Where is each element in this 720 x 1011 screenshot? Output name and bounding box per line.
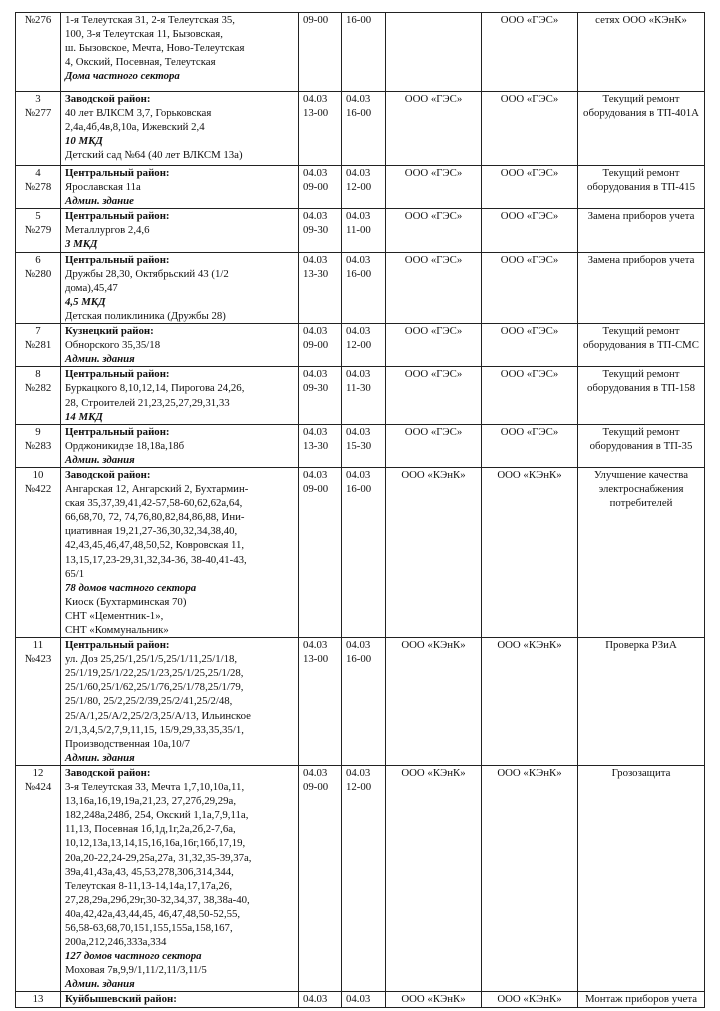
address-line: ш. Бызовское, Мечта, Ново-Телеутская xyxy=(65,42,245,55)
row-index: 10 xyxy=(32,468,44,481)
end-cell xyxy=(342,166,386,209)
table-row xyxy=(16,367,705,424)
start-time: 09-00 xyxy=(303,781,329,794)
network-owner-name: ООО «КЭнК» xyxy=(497,766,562,779)
start-cell xyxy=(299,367,342,424)
row-number-cell xyxy=(16,252,61,323)
address-line: 3-я Телеутская 33, Мечта 1,7,10,10а,11, xyxy=(65,781,245,794)
table-body xyxy=(16,13,705,1008)
organization-cell xyxy=(386,252,482,323)
address-line: Буркацкого 8,10,12,14, Пирогова 24,26, xyxy=(65,382,245,395)
address-line: 56,58-63,68,70,151,155,155а,158,167, xyxy=(65,921,233,934)
end-cell xyxy=(342,92,386,166)
end-cell xyxy=(342,424,386,467)
start-date: 04.03 xyxy=(303,425,328,438)
district-name: Центральный район: xyxy=(65,425,170,438)
end-date: 04.03 xyxy=(346,425,371,438)
start-time: 13-00 xyxy=(303,107,329,120)
start-date: 04.03 xyxy=(303,993,328,1006)
network-owner-cell xyxy=(482,424,578,467)
address-line: ул. Доз 25,25/1,25/1/5,25/1/11,25/1/18, xyxy=(65,653,238,666)
organization-name: ООО «ГЭС» xyxy=(404,167,463,179)
district-name: Кузнецкий район: xyxy=(65,325,154,338)
district-name: Центральный район: xyxy=(65,368,170,381)
work-description: Монтаж приборов учета xyxy=(584,993,697,1006)
address-line: Производственная 10а,10/7 xyxy=(65,737,191,750)
address-line: Ангарская 12, Ангарский 2, Бухтармин- xyxy=(65,483,249,496)
network-owner-name: ООО «ГЭС» xyxy=(500,14,559,26)
end-cell xyxy=(342,467,386,637)
network-owner-name: ООО «ГЭС» xyxy=(500,93,559,105)
table-row xyxy=(16,467,705,637)
network-owner-name: ООО «ГЭС» xyxy=(500,425,559,438)
organization-name: ООО «КЭнК» xyxy=(401,468,466,481)
end-time: 12-00 xyxy=(346,339,372,352)
address-cell xyxy=(61,252,299,323)
work-description: Текущий ремонт оборудования в ТП-35 xyxy=(589,425,693,452)
registry-number: №424 xyxy=(24,781,52,794)
district-name: Центральный район: xyxy=(65,167,170,179)
address-line: 25/1/19,25/1/22,25/1/23,25/1/25,25/1/28, xyxy=(65,667,244,680)
organization-name: ООО «ГЭС» xyxy=(404,425,463,438)
start-date: 04.03 xyxy=(303,468,328,481)
organization-name: ООО «КЭнК» xyxy=(401,993,466,1006)
table-row xyxy=(16,324,705,367)
network-owner-cell xyxy=(482,324,578,367)
organization-name: ООО «КЭнК» xyxy=(401,766,466,779)
registry-number: №279 xyxy=(24,224,52,237)
start-cell xyxy=(299,638,342,766)
end-cell xyxy=(342,765,386,992)
address-line: циативная 19,21,27-36,30,32,34,38,40, xyxy=(65,525,238,538)
start-time: 13-30 xyxy=(303,439,329,452)
end-time: 12-00 xyxy=(346,181,372,194)
building-count-note: 14 МКД xyxy=(65,410,103,423)
start-date: 04.03 xyxy=(303,325,328,338)
end-date: 04.03 xyxy=(346,368,371,381)
network-owner-name: ООО «ГЭС» xyxy=(500,167,559,179)
work-description-cell xyxy=(578,324,705,367)
outage-schedule-table xyxy=(15,12,705,1008)
start-time: 13-00 xyxy=(303,653,329,666)
end-date: 04.03 xyxy=(346,468,371,481)
start-date: 04.03 xyxy=(303,210,328,223)
outage-schedule-page xyxy=(15,12,705,1008)
organization-name: ООО «ГЭС» xyxy=(404,93,463,105)
table-row xyxy=(16,424,705,467)
table-row xyxy=(16,166,705,209)
address-line: 25/А/1,25/А/2,25/2/3,25/А/13, Ильинское xyxy=(65,709,251,722)
registry-number: №280 xyxy=(24,267,52,280)
facility-line: Моховая 7в,9,9/1,11/2,11/3,11/5 xyxy=(65,964,207,977)
organization-name: ООО «ГЭС» xyxy=(404,210,463,223)
registry-number: №278 xyxy=(24,181,52,194)
start-time: 09-30 xyxy=(303,382,329,395)
work-description-cell xyxy=(578,166,705,209)
organization-cell xyxy=(386,324,482,367)
address-line: Орджоникидзе 18,18а,18б xyxy=(65,439,185,452)
district-name: Заводской район: xyxy=(65,93,151,105)
address-line: 27,28,29а,29б,29г,30-32,34,37, 38,38а-40, xyxy=(65,893,250,906)
network-owner-name: ООО «ГЭС» xyxy=(500,210,559,223)
work-description-cell xyxy=(578,992,705,1008)
start-time: 09-30 xyxy=(303,224,329,237)
address-line: Ярославская 11а xyxy=(65,181,141,194)
address-cell xyxy=(61,92,299,166)
row-number-cell xyxy=(16,638,61,766)
end-time: 11-30 xyxy=(346,382,371,395)
row-index: 5 xyxy=(35,210,41,223)
network-owner-name: ООО «ГЭС» xyxy=(500,368,559,381)
building-count-note: Админ. здания xyxy=(65,751,135,764)
address-line: 40а,42,42а,43,44,45, 46,47,48,50-52,55, xyxy=(65,907,241,920)
district-name: Заводской район: xyxy=(65,468,151,481)
start-date: 04.03 xyxy=(303,93,328,105)
district-name: Куйбышевский район: xyxy=(65,993,177,1006)
address-line: 28, Строителей 21,23,25,27,29,31,33 xyxy=(65,396,230,409)
address-cell xyxy=(61,638,299,766)
building-count-note: Админ. здания xyxy=(65,453,135,466)
work-description: Грозозащита xyxy=(611,766,671,779)
work-description-cell xyxy=(578,765,705,992)
address-cell xyxy=(61,992,299,1008)
network-owner-name: ООО «КЭнК» xyxy=(497,993,562,1006)
network-owner-cell xyxy=(482,467,578,637)
address-line: Телеутская 8-11,13-14,14а,17,17а,26, xyxy=(65,879,233,892)
start-cell xyxy=(299,992,342,1008)
work-description-cell xyxy=(578,209,705,252)
row-index: 11 xyxy=(32,639,44,652)
address-line: 200а,212,246,333а,334 xyxy=(65,936,167,949)
row-index: 8 xyxy=(35,368,41,381)
row-number-cell xyxy=(16,324,61,367)
network-owner-name: ООО «КЭнК» xyxy=(497,468,562,481)
row-number-cell xyxy=(16,424,61,467)
address-line: 100, 3-я Телеутская 11, Бызовская, xyxy=(65,28,223,41)
network-owner-cell xyxy=(482,992,578,1008)
network-owner-cell xyxy=(482,367,578,424)
row-number-cell xyxy=(16,92,61,166)
end-date: 04.03 xyxy=(346,993,371,1006)
start-date: 04.03 xyxy=(303,368,328,381)
end-time: 11-00 xyxy=(346,224,371,237)
address-line: Металлургов 2,4,6 xyxy=(65,224,150,237)
organization-cell xyxy=(386,13,482,92)
address-line: 25/1/60,25/1/62,25/1/76,25/1/78,25/1/79, xyxy=(65,681,244,694)
address-cell xyxy=(61,324,299,367)
work-description: Проверка РЗиА xyxy=(605,639,677,652)
work-description: Улучшение качества электроснабжения потребителей xyxy=(594,468,688,510)
address-line: 42,43,45,46,47,48,50,52, Ковровская 11, xyxy=(65,539,245,552)
end-cell xyxy=(342,638,386,766)
table-row xyxy=(16,638,705,766)
row-index: 6 xyxy=(35,253,41,266)
registry-number: №277 xyxy=(24,107,52,120)
start-cell xyxy=(299,209,342,252)
work-description-cell xyxy=(578,638,705,766)
start-date: 04.03 xyxy=(303,253,328,266)
end-cell xyxy=(342,252,386,323)
address-line: ская 35,37,39,41,42-57,58-60,62,62а,64, xyxy=(65,497,243,510)
address-line: 2/1,3,4,5/2,7,9,11,15, 15/9,29,33,35,35/1, xyxy=(65,723,244,736)
start-cell xyxy=(299,324,342,367)
end-date: 04.03 xyxy=(346,639,371,652)
end-time: 16-00 xyxy=(346,107,372,120)
address-line: 20а,20-22,24-29,25а,27а, 31,32,35-39,37а, xyxy=(65,851,252,864)
facility-line: СНТ «Цементник-1», xyxy=(65,609,164,622)
end-date: 04.03 xyxy=(346,253,371,266)
start-cell xyxy=(299,166,342,209)
end-date: 04.03 xyxy=(346,325,371,338)
work-description-cell xyxy=(578,467,705,637)
organization-cell xyxy=(386,424,482,467)
organization-cell xyxy=(386,166,482,209)
table-row xyxy=(16,252,705,323)
row-number-cell xyxy=(16,13,61,92)
building-count-note: 10 МКД xyxy=(65,135,103,148)
network-owner-name: ООО «КЭнК» xyxy=(497,639,562,652)
start-time: 13-30 xyxy=(303,267,329,280)
address-cell xyxy=(61,166,299,209)
end-date: 04.03 xyxy=(346,167,371,179)
work-description: сетях ООО «КЭнК» xyxy=(595,14,687,26)
building-count-note: 3 МКД xyxy=(65,238,98,251)
network-owner-name: ООО «ГЭС» xyxy=(500,253,559,266)
end-date: 04.03 xyxy=(346,766,371,779)
row-index: 7 xyxy=(35,325,41,338)
end-date: 04.03 xyxy=(346,93,371,105)
network-owner-cell xyxy=(482,13,578,92)
start-cell xyxy=(299,765,342,992)
district-name: Заводской район: xyxy=(65,766,151,779)
start-cell xyxy=(299,424,342,467)
start-time: 09-00 xyxy=(303,483,329,496)
address-cell xyxy=(61,467,299,637)
address-cell xyxy=(61,765,299,992)
address-line: 10,12,13а,13,14,15,16,16а,16г,16б,17,19, xyxy=(65,837,246,850)
end-time: 16-00 xyxy=(346,267,372,280)
address-line: 39а,41,43а,43, 45,53,278,306,314,344, xyxy=(65,865,234,878)
network-owner-cell xyxy=(482,765,578,992)
row-number-cell xyxy=(16,992,61,1008)
organization-name: ООО «ГЭС» xyxy=(404,325,463,338)
table-row xyxy=(16,92,705,166)
organization-name: ООО «ГЭС» xyxy=(404,253,463,266)
address-line: 13,16а,16,19,19а,21,23, 27,27б,29,29а, xyxy=(65,795,237,808)
organization-cell xyxy=(386,367,482,424)
start-date: 04.03 xyxy=(303,639,328,652)
building-count-note: Дома частного сектора xyxy=(65,70,180,83)
end-cell xyxy=(342,367,386,424)
address-line: 2,4а,4б,4в,8,10а, Ижевский 2,4 xyxy=(65,121,205,134)
address-line: 182,248а,248б, 254, Окский 1,1а,7,9,11а, xyxy=(65,809,249,822)
organization-name: ООО «КЭнК» xyxy=(401,639,466,652)
row-index: 13 xyxy=(32,993,44,1006)
district-name: Центральный район: xyxy=(65,253,170,266)
work-description-cell xyxy=(578,92,705,166)
registry-number: №281 xyxy=(24,339,52,352)
facility-line: Детский сад №64 (40 лет ВЛКСМ 13а) xyxy=(65,149,243,162)
organization-cell xyxy=(386,467,482,637)
organization-cell xyxy=(386,992,482,1008)
network-owner-cell xyxy=(482,209,578,252)
start-time: 09-00 xyxy=(303,14,329,26)
row-index: 9 xyxy=(35,425,41,438)
end-date: 04.03 xyxy=(346,210,371,223)
end-cell xyxy=(342,992,386,1008)
end-cell xyxy=(342,324,386,367)
end-cell xyxy=(342,209,386,252)
work-description-cell xyxy=(578,424,705,467)
start-time: 09-00 xyxy=(303,339,329,352)
building-count-note: Админ. здание xyxy=(65,195,134,208)
address-cell xyxy=(61,209,299,252)
row-index: 4 xyxy=(35,167,41,179)
start-cell xyxy=(299,467,342,637)
network-owner-cell xyxy=(482,252,578,323)
network-owner-cell xyxy=(482,92,578,166)
organization-name: ООО «ГЭС» xyxy=(404,368,463,381)
building-count-note: 4,5 МКД xyxy=(65,295,106,308)
registry-number: №422 xyxy=(24,483,52,496)
building-count-note: 78 домов частного сектора xyxy=(65,581,197,594)
address-line: Дружбы 28,30, Октябрьский 43 (1/2 xyxy=(65,267,229,280)
table-row xyxy=(16,13,705,92)
end-time: 12-00 xyxy=(346,781,372,794)
work-description: Текущий ремонт оборудования в ТП-СМС xyxy=(583,325,699,352)
registry-number: №283 xyxy=(24,439,52,452)
start-time: 09-00 xyxy=(303,181,329,194)
facility-line: Детская поликлиника (Дружбы 28) xyxy=(65,309,226,322)
district-name: Центральный район: xyxy=(65,639,170,652)
facility-line: Киоск (Бухтарминская 70) xyxy=(65,595,187,608)
organization-cell xyxy=(386,765,482,992)
address-line: 66,68,70, 72, 74,76,80,82,84,86,88, Ини- xyxy=(65,511,245,524)
row-number-cell xyxy=(16,367,61,424)
row-number-cell xyxy=(16,765,61,992)
address-cell xyxy=(61,424,299,467)
table-row xyxy=(16,209,705,252)
registry-number: №423 xyxy=(24,653,52,666)
row-number-cell xyxy=(16,467,61,637)
row-number-cell xyxy=(16,209,61,252)
facility-line: СНТ «Коммунальник» xyxy=(65,624,169,636)
table-row xyxy=(16,992,705,1008)
organization-cell xyxy=(386,638,482,766)
start-cell xyxy=(299,92,342,166)
building-count-note: 127 домов частного сектора xyxy=(65,950,202,963)
end-time: 15-30 xyxy=(346,439,372,452)
start-date: 04.03 xyxy=(303,766,328,779)
row-number-cell xyxy=(16,166,61,209)
address-line: 4, Окский, Посевная, Телеутская xyxy=(65,56,216,69)
table-row xyxy=(16,765,705,992)
address-line: 65/1 xyxy=(65,567,85,580)
work-description: Текущий ремонт оборудования в ТП-415 xyxy=(586,167,696,194)
work-description-cell xyxy=(578,367,705,424)
end-time: 16-00 xyxy=(346,14,372,26)
address-line: 11,13, Посевная 1б,1д,1г,2а,2б,2-7,6а, xyxy=(65,823,236,836)
work-description: Замена приборов учета xyxy=(587,210,695,223)
work-description-cell xyxy=(578,13,705,92)
work-description: Текущий ремонт оборудования в ТП-401А xyxy=(583,93,699,120)
address-line: Обнорского 35,35/18 xyxy=(65,339,161,352)
row-index: 3 xyxy=(35,93,41,105)
building-count-note: Админ. здания xyxy=(65,353,135,366)
start-cell xyxy=(299,13,342,92)
building-type-note: Админ. здания xyxy=(65,978,135,991)
end-time: 16-00 xyxy=(346,483,372,496)
start-cell xyxy=(299,252,342,323)
end-time: 16-00 xyxy=(346,653,372,666)
start-date: 04.03 xyxy=(303,167,328,179)
address-line: 25/1/80, 25/2,25/2/39,25/2/41,25/2/48, xyxy=(65,695,233,708)
registry-number: №282 xyxy=(24,382,52,395)
district-name: Центральный район: xyxy=(65,210,170,223)
registry-number: №276 xyxy=(24,14,52,26)
organization-cell xyxy=(386,209,482,252)
network-owner-name: ООО «ГЭС» xyxy=(500,325,559,338)
work-description: Текущий ремонт оборудования в ТП-158 xyxy=(586,368,696,395)
address-line: 40 лет ВЛКСМ 3,7, Горьковская xyxy=(65,107,212,120)
address-cell xyxy=(61,367,299,424)
address-cell xyxy=(61,13,299,92)
network-owner-cell xyxy=(482,638,578,766)
address-line: дома),45,47 xyxy=(65,281,118,294)
end-cell xyxy=(342,13,386,92)
organization-cell xyxy=(386,92,482,166)
network-owner-cell xyxy=(482,166,578,209)
work-description: Замена приборов учета xyxy=(587,253,695,266)
work-description-cell xyxy=(578,252,705,323)
address-line: 13,15,17,23-29,31,32,34-36, 38-40,41-43, xyxy=(65,553,247,566)
row-index: 12 xyxy=(32,766,44,779)
address-line: 1-я Телеутская 31, 2-я Телеутская 35, xyxy=(65,14,235,26)
